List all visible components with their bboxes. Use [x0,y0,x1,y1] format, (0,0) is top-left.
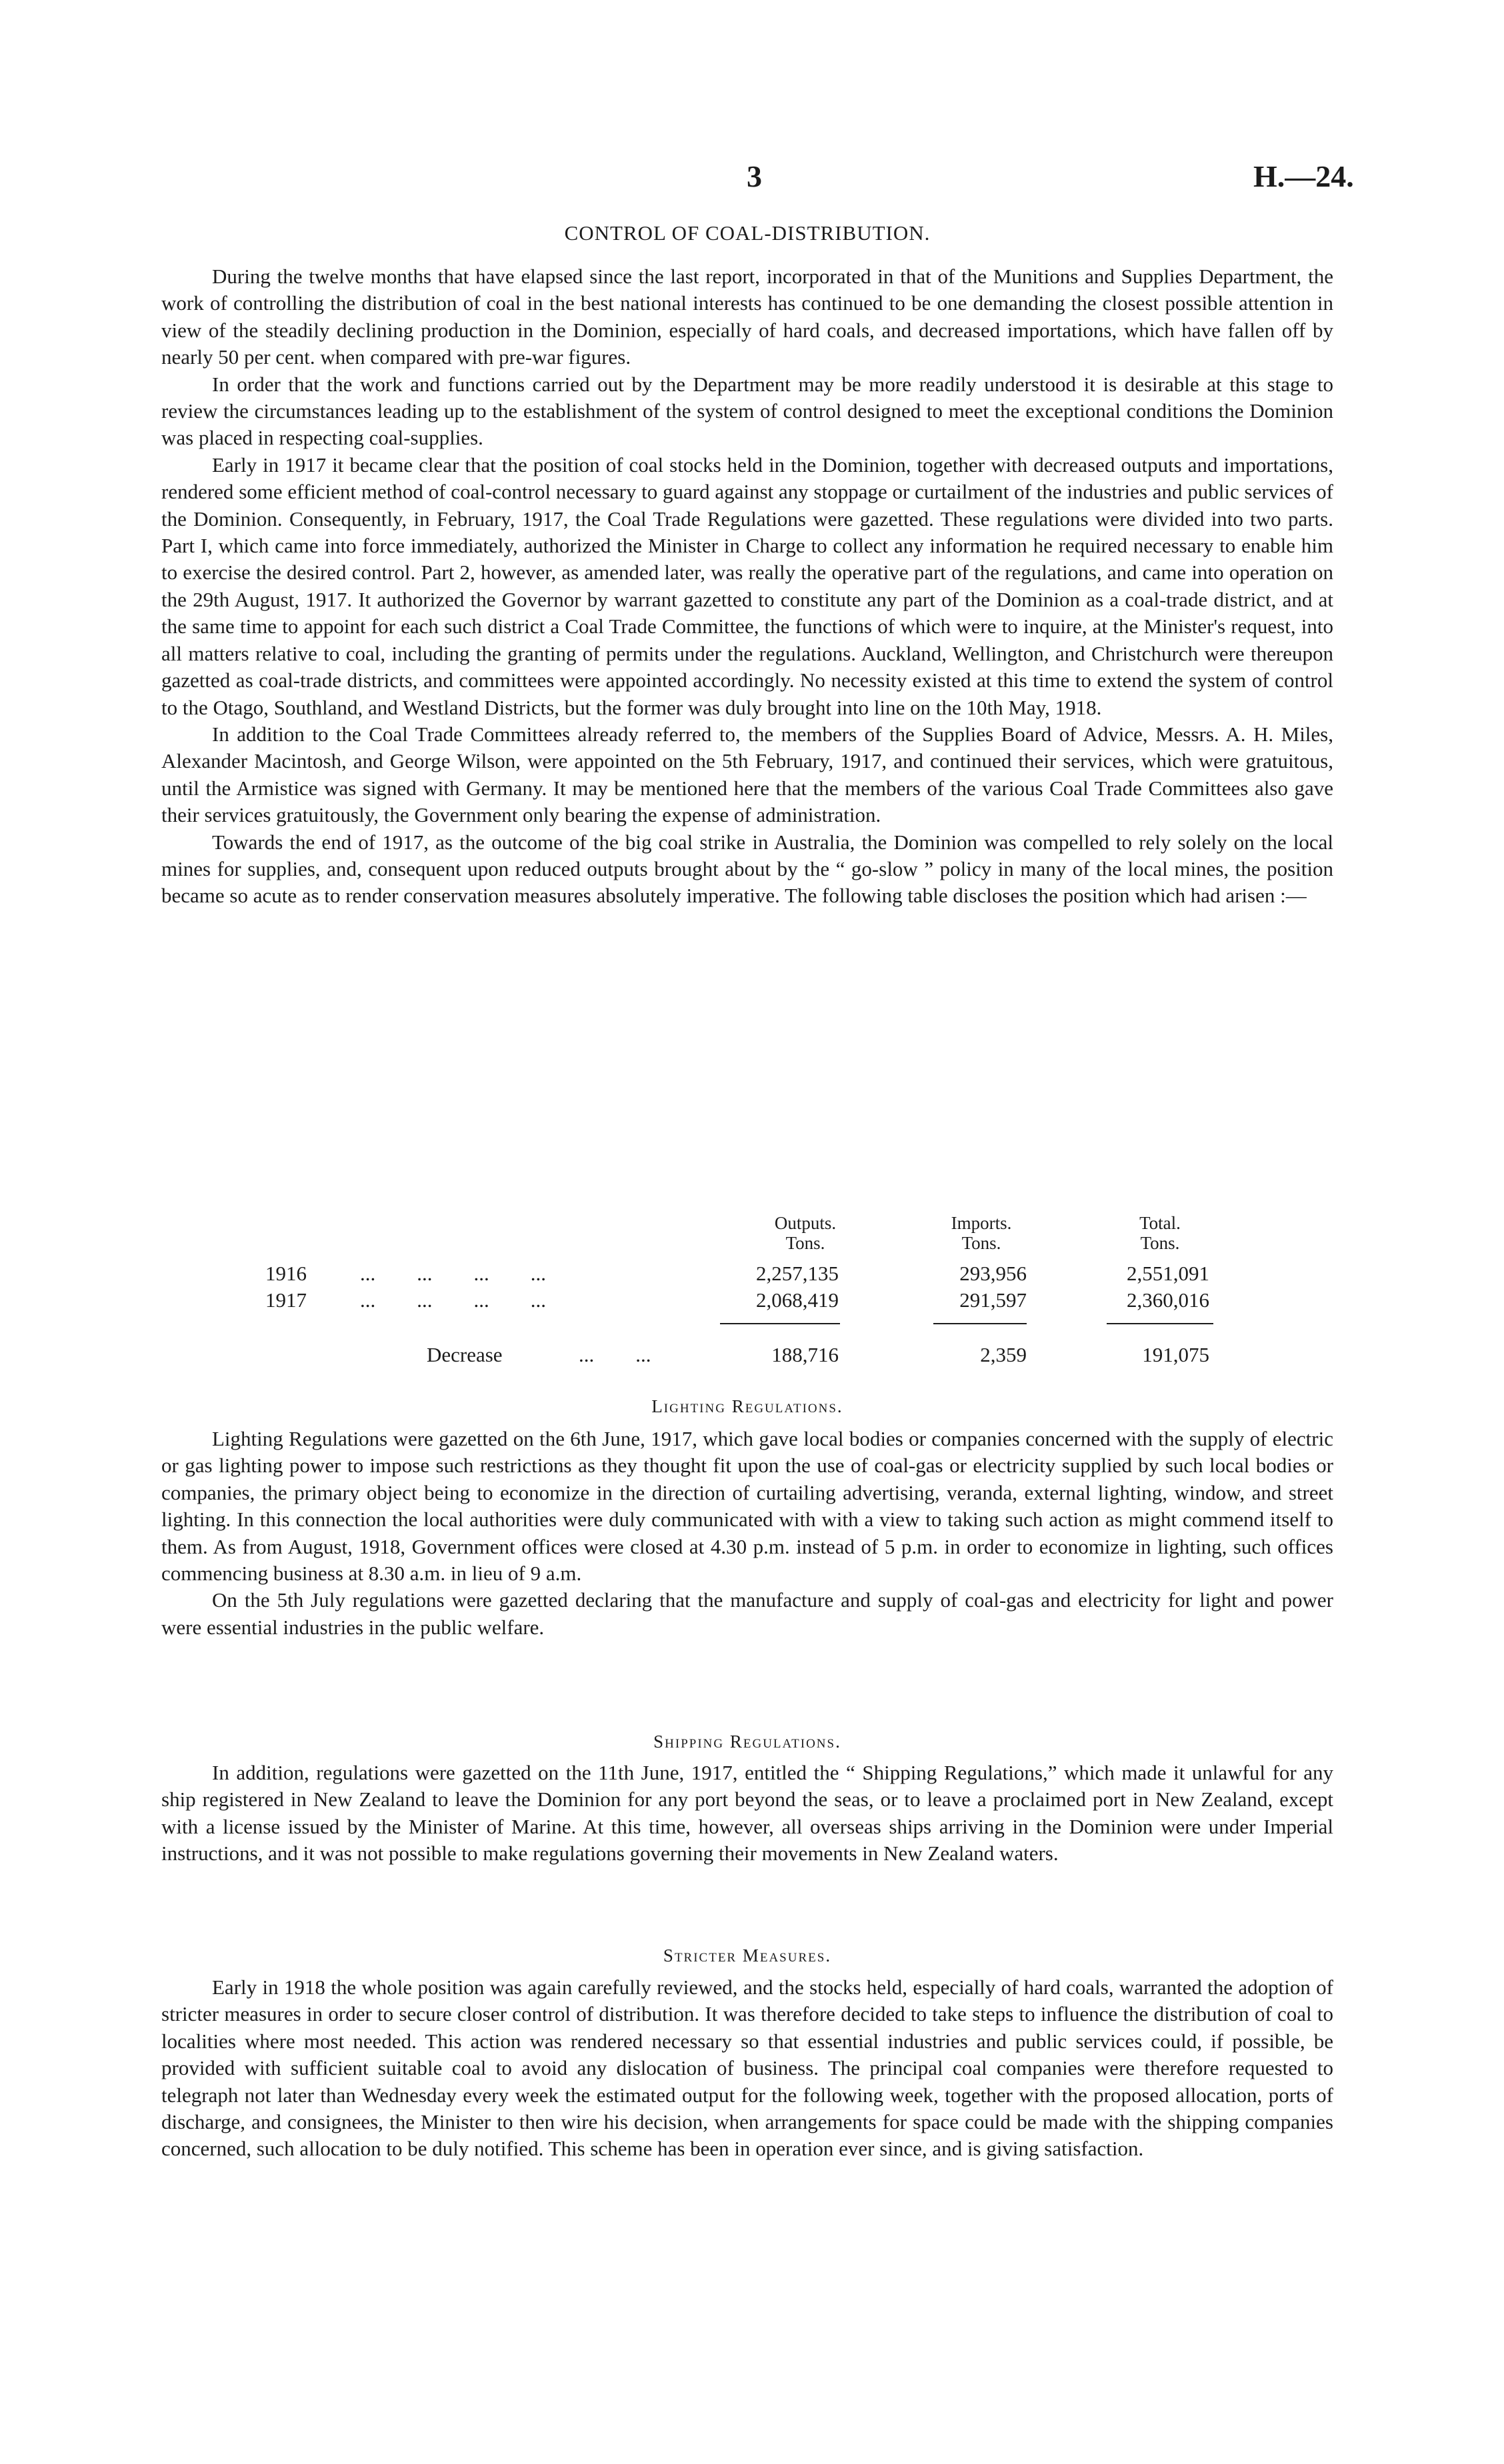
column-unit-outputs: Tons. [785,1233,825,1253]
document-reference: H.—24. [1253,159,1354,193]
column-unit-total: Tons. [1140,1233,1180,1253]
table-row-year: 1917 [265,1288,307,1312]
paragraph: In order that the work and functions carried out by the Department may be more readily understood it is desirable at this stage to review the circumstances leading up to the establishment of the system of control designed to meet the exceptional conditions the Dominion was placed in respecting coal-supplies. [161,372,1333,450]
paragraph: Early in 1917 it became clear that the position of coal stocks held in the Dominion, together with decreased outputs and importations, rendered some efficient method of coal-control necessary to guard against any stoppage or curtailment of the industries and public services of the Dominion. Consequently, in February, 1917, the Coal Trade Regulations were gazetted. These regulations were divided into two parts. Part I, which came into force immediately, authorized the Minister in Charge to collect any information he required necessary to enable him to exercise the desired control. Part 2, however, as amended later, was really the operative part of the regulations, and came into operation on the 29th August, 1917. It authorized the Governor by warrant gazetted to constitute any part of the Dominion as a coal-trade district, and at the same time to appoint for each such district a Coal Trade Committee, the functions of which were to inquire, at the Minister's request, into all matters relative to coal, including the granting of permits under the regulations. Auckland, Wellington, and Christchurch were thereupon gazetted as coal-trade districts, and committees were appointed accordingly. No necessity existed at this time to extend the system of control to the Otago, Southland, and Westland Districts, but the former was duly brought into line on the 10th May, 1918. [161,453,1333,719]
table-row-leader: ... ... ... ... [360,1262,546,1285]
paragraph: Lighting Regulations were gazetted on the 6th June, 1917, which gave local bodies or companies concerned with the supply of electric or gas lighting power to impose such restrictions as they thought fit upon the use of coal-gas or electricity supplied by such local bodies or companies, the primary object being to economize in the direction of curtailing advertising, veranda, external lighting, window, and street lighting. In this connection the local authorities were duly communicated with with a view to taking such action as might commend itself to them. As from August, 1918, Government offices were closed at 4.30 p.m. instead of 5 p.m. in order to economize in lighting, such offices commencing business at 8.30 a.m. in lieu of 9 a.m. [161,1427,1333,1586]
section-heading-lighting: Lighting Regulations. [651,1396,843,1416]
intro-section [161,263,1333,910]
shipping-section [161,1760,1333,1867]
table-cell-imports: 291,597 [959,1288,1027,1312]
table-cell-total: 2,360,016 [1127,1288,1209,1312]
paragraph: During the twelve months that have elapsed since the last report, incorporated in that of the Munitions and Supplies Department, the work of controlling the distribution of coal in the best national interests has continued to be one demanding the closest possible attention in view of the steadily declining production in the Dominion, especially of hard coals, and decreased importations, which have fallen off by nearly 50 per cent. when compared with pre-war figures. [161,265,1333,369]
section-heading-stricter-measures: Stricter Measures. [663,1945,832,1965]
lighting-section [161,1426,1333,1641]
decrease-imports: 2,359 [980,1343,1027,1366]
sum-rule [933,1323,1027,1324]
decrease-label: Decrease [427,1343,503,1366]
table-cell-imports: 293,956 [959,1262,1027,1285]
column-unit-imports: Tons. [961,1233,1001,1253]
paragraph: In addition, regulations were gazetted on the 11th June, 1917, entitled the “ Shipping Regulations,” which made it unlawful for any ship registered in New Zealand to leave the Dominion for any port beyond the seas, or to leave a proclaimed port in New Zealand, except with a license issued by the Minister of Marine. At this time, however, all overseas ships arriving in the Dominion were under Imperial instructions, and it was not possible to make regulations governing their movements in New Zealand waters. [161,1761,1333,1865]
stricter-measures-section [161,1974,1333,2163]
table-row-year: 1916 [265,1262,307,1285]
section-heading-shipping: Shipping Regulations. [653,1732,841,1752]
paragraph: Early in 1918 the whole position was again carefully reviewed, and the stocks held, especially of hard coals, warranted the adoption of stricter measures in order to secure closer control of distribution. It was therefore decided to take steps to influence the distribution of coal to localities where most needed. This action was rendered necessary so that essential industries and public services could, if possible, be provided with sufficient suitable coal to avoid any dislocation of business. The principal coal companies were therefore requested to telegraph not later than Wednesday every week the estimated output for the following week, together with the proposed allocation, ports of discharge, and consignees, the Minister to then wire his decision, when arrangements for space could be made with the shipping companies concerned, such allocation to be duly notified. This scheme has been in operation ever since, and is giving satisfaction. [161,1975,1333,2161]
table-row-leader: ... ... ... ... [360,1288,546,1312]
column-header-imports: Imports. [951,1213,1012,1233]
table-cell-outputs: 2,257,135 [756,1262,839,1285]
column-header-total: Total. [1139,1213,1181,1233]
decrease-total: 191,075 [1142,1343,1209,1366]
decrease-outputs: 188,716 [771,1343,839,1366]
table-cell-outputs: 2,068,419 [756,1288,839,1312]
sum-rule [720,1323,840,1324]
paragraph: Towards the end of 1917, as the outcome of the big coal strike in Australia, the Dominion was compelled to rely solely on the local mines for supplies, and, consequent upon reduced outputs brought about by the “ go-slow ” policy in many of the local mines, the position became so acute as to render conservation measures absolutely imperative. The following table discloses the position which had arisen :— [161,830,1333,908]
page-number: 3 [747,159,762,193]
paragraph: In addition to the Coal Trade Committees already referred to, the members of the Supplies Board of Advice, Messrs. A. H. Miles, Alexander Macintosh, and George Wilson, were appointed on the 5th February, 1917, and continued their services, which were gratuitous, until the Armistice was signed with Germany. It may be mentioned here that the members of the various Coal Trade Committees also gave their services gratuitously, the Government only bearing the expense of administration. [161,722,1333,827]
table-cell-total: 2,551,091 [1127,1262,1209,1285]
sum-rule [1107,1323,1213,1324]
paragraph: On the 5th July regulations were gazetted declaring that the manufacture and supply of coal-gas and electricity for light and power were essential industries in the public welfare. [161,1588,1333,1639]
table-row-leader: ... ... [579,1343,651,1366]
page-title: CONTROL OF COAL-DISTRIBUTION. [564,221,931,245]
column-header-outputs: Outputs. [774,1213,837,1233]
